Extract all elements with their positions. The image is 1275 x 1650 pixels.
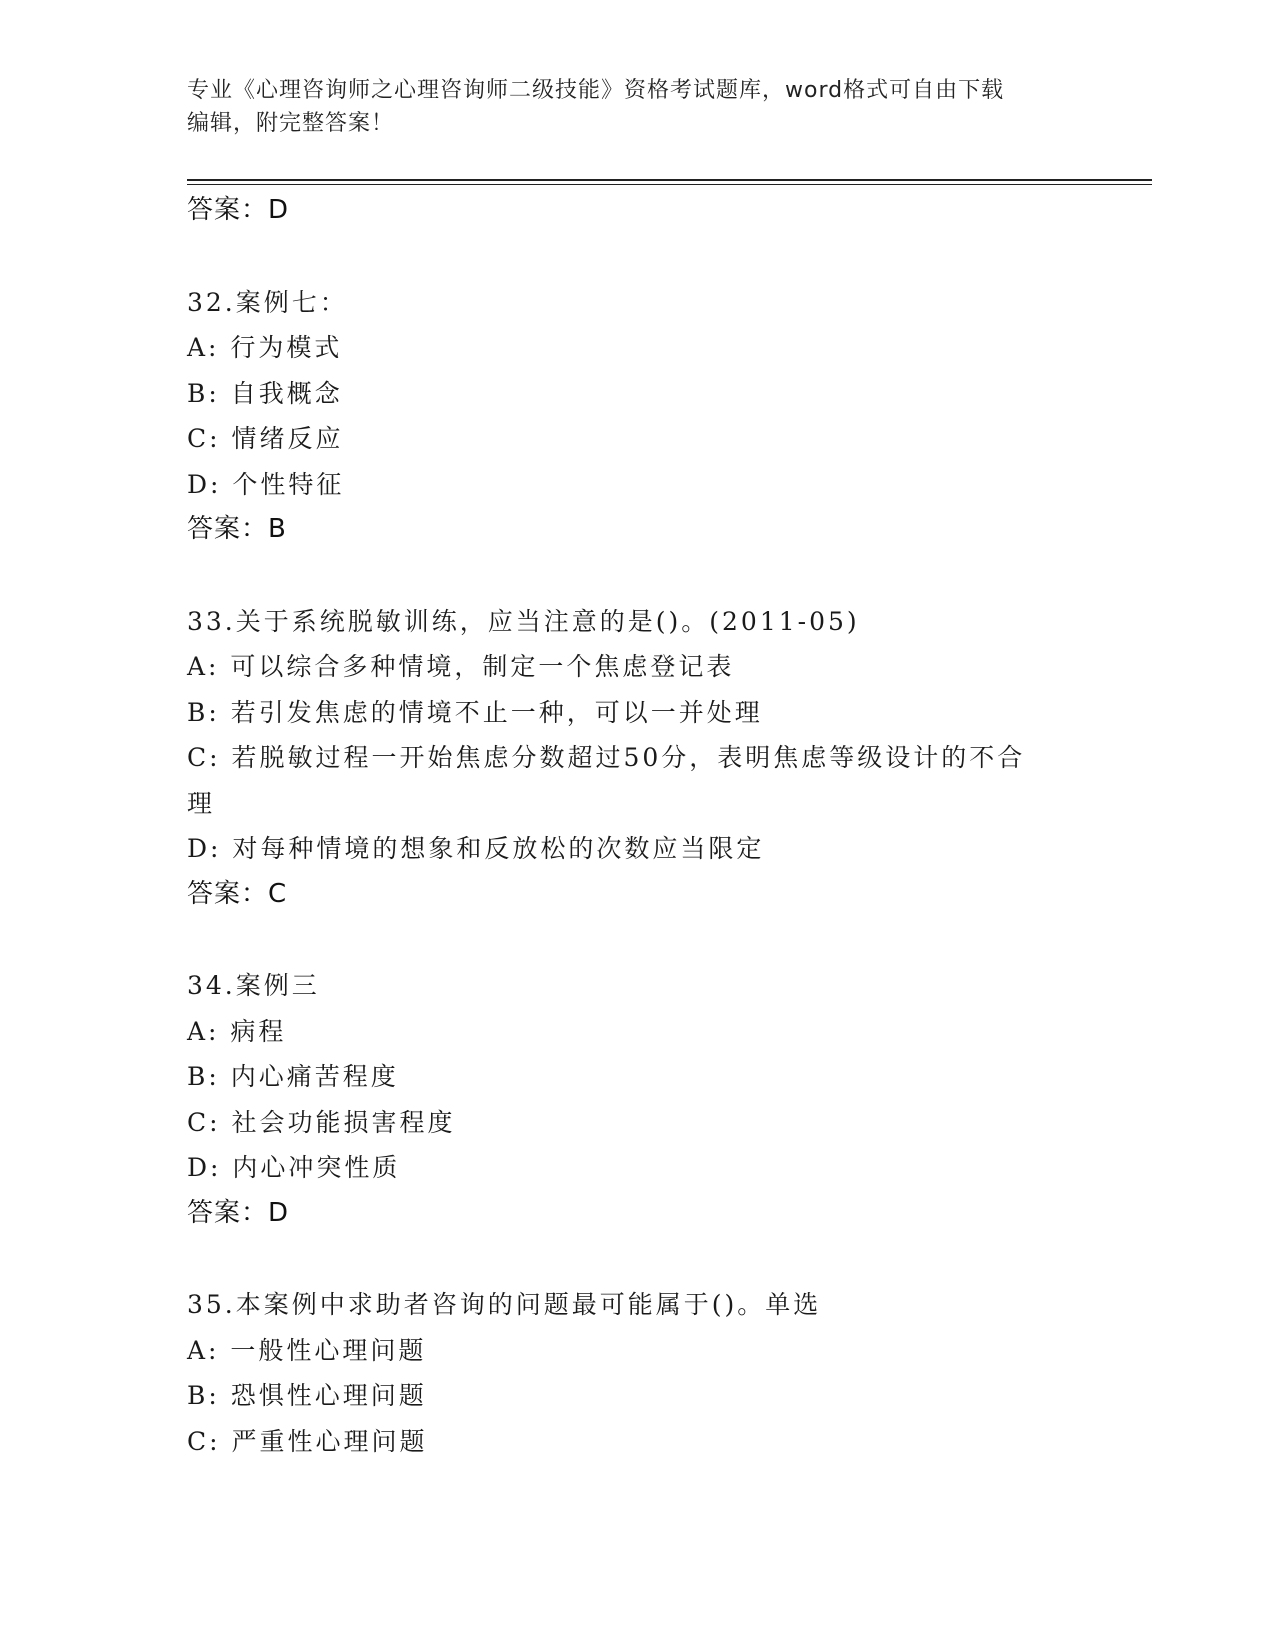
- question-32: [187, 280, 1087, 553]
- option-a: A: 可以综合多种情境，制定一个焦虑登记表: [187, 652, 735, 681]
- question-35: [187, 1282, 1087, 1464]
- option-b: B: 恐惧性心理问题: [187, 1381, 427, 1410]
- option-c-continued: 理: [187, 788, 216, 818]
- option-a: A: 一般性心理问题: [187, 1335, 427, 1365]
- question-text: 35.本案例中求助者咨询的问题最可能属于()。单选: [187, 1290, 822, 1319]
- header-line-1: 专业《心理咨询师之心理咨询师二级技能》资格考试题库，word格式可自由下载: [187, 78, 1005, 103]
- spacer: [187, 234, 1087, 280]
- spacer: [187, 917, 1087, 963]
- option-a: A: 病程: [187, 1016, 287, 1046]
- answer-label: 答案：D: [187, 195, 290, 225]
- question-text: 32.案例七：: [187, 287, 348, 317]
- option-d: D: 个性特征: [187, 469, 345, 499]
- option-b: B: 若引发焦虑的情境不止一种，可以一并处理: [187, 697, 763, 727]
- page-header: [187, 74, 1067, 140]
- answer-label: 答案：C: [187, 878, 288, 909]
- question-text: 34.案例三: [187, 971, 320, 1000]
- answer-label: 答案：B: [187, 514, 287, 544]
- option-d: D: 对每种情境的想象和反放松的次数应当限定: [187, 834, 765, 863]
- option-a: A: 行为模式: [187, 333, 343, 362]
- header-line-2: 编辑，附完整答案！: [187, 111, 395, 136]
- option-b: B: 自我概念: [187, 378, 343, 408]
- spacer: [187, 1236, 1087, 1282]
- question-text: 33.关于系统脱敏训练，应当注意的是()。(2011-05): [187, 606, 860, 636]
- header-divider-thick: [187, 179, 1152, 181]
- option-c: C: 若脱敏过程一开始焦虑分数超过50分，表明焦虑等级设计的不合: [187, 743, 1026, 772]
- answer-label: 答案：D: [187, 1197, 290, 1228]
- option-c: C: 情绪反应: [187, 424, 344, 453]
- option-b: B: 内心痛苦程度: [187, 1062, 399, 1091]
- header-divider-thin: [187, 184, 1152, 185]
- option-d: D: 内心冲突性质: [187, 1153, 401, 1182]
- option-c: C: 严重性心理问题: [187, 1426, 428, 1456]
- question-34: [187, 963, 1087, 1236]
- option-c: C: 社会功能损害程度: [187, 1107, 456, 1137]
- spacer: [187, 553, 1087, 599]
- question-33: [187, 599, 1087, 918]
- question-list: [187, 188, 1087, 1464]
